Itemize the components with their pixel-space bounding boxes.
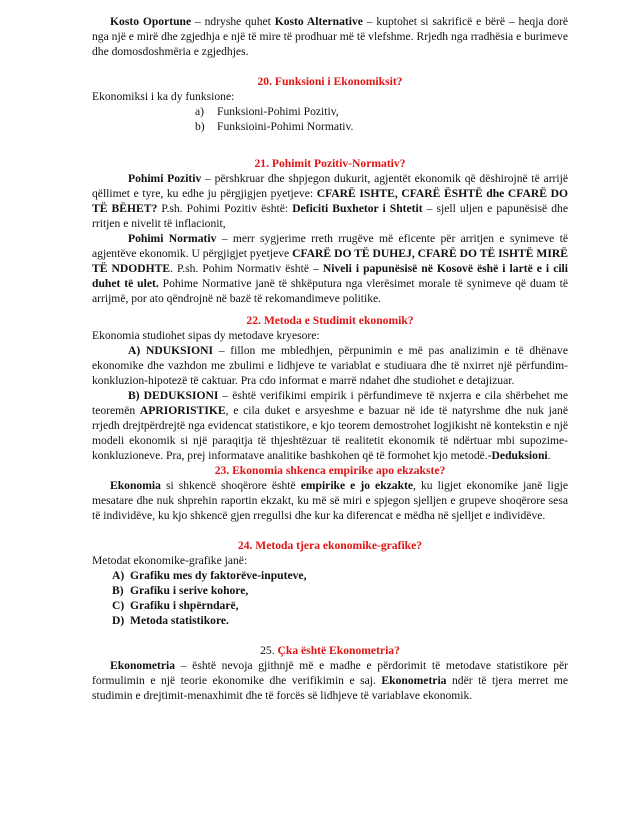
list-marker: b) <box>195 120 205 133</box>
list-item <box>92 568 568 583</box>
intro-text-2: – kuptohet si sakrificë e bërë – heqja dorë nga një e mirë dhe zgjedhja e një të mire të prodhuar më të vlefshme. Rrjedh nga rradhësia e burimeve dhe domosdoshmëria e zgjedhjes. <box>92 15 569 58</box>
list-marker: a) <box>195 105 205 118</box>
term-pohimi-normativ: Pohimi Normativ <box>128 232 217 245</box>
s22-b-text-1: – është verifikimi empirik i përfundimeve të nxjerra e cila shërbehet me teoremën <box>92 389 568 417</box>
s22-text: Ekonomia studiohet sipas dy metodave kryesore: <box>92 329 320 342</box>
list-text: Grafiku mes dy faktorëve-inputeve, <box>130 569 307 582</box>
s21-p1-questions: CFARË ISHTE, CFARË ËSHTË dhe CFARË DO TË BËHET? <box>92 187 569 215</box>
list-text: Funksioni-Pohimi Pozitiv, <box>217 105 339 118</box>
list-marker: C) <box>112 599 125 612</box>
s21-paragraph-2 <box>92 231 568 306</box>
list-text: Metoda statistikore. <box>130 614 229 627</box>
term-ekonometria-2: Ekonometria <box>381 674 447 687</box>
term-kosto-alternative: Kosto Alternative <box>274 15 363 28</box>
list-marker: B) <box>112 584 124 597</box>
s23-text-1: si shkencë shoqërore është <box>160 479 301 492</box>
s25-text-2: ndër të tjera merret me studimin e drejtimit-menaxhimit dhe të forcës së lidhjeve të variablave ekonomik. <box>92 674 568 702</box>
list-item <box>92 583 568 598</box>
term-ekonomia: Ekonomia <box>110 479 161 492</box>
list-marker: D) <box>112 614 125 627</box>
term-aprioristike: APRIORISTIKE <box>139 404 226 417</box>
heading-25-number: 25. <box>260 644 275 657</box>
s21-p2-questions: CFARË DO TË DUHEJ, CFARË DO TË ISHTË MIRË TË NDODHTE <box>92 247 568 275</box>
s21-paragraph-1 <box>92 171 568 231</box>
s25-paragraph <box>92 658 568 703</box>
list-marker: A) <box>112 569 125 582</box>
term-kosto-oportune: Kosto Oportune <box>110 15 192 28</box>
list-item <box>92 613 568 628</box>
heading-25 <box>92 643 568 658</box>
s20-list <box>92 104 568 134</box>
heading-22: 22. Metoda e Studimit ekonomik? <box>246 314 414 327</box>
s24-text: Metodat ekonomike-grafike janë: <box>92 554 248 567</box>
s21-p1-example: Deficiti Buxhetor i Shtetit <box>292 202 423 215</box>
s23-paragraph <box>92 478 568 523</box>
heading-20: 20. Funksioni i Ekonomiksit? <box>257 75 403 88</box>
s21-p1-text-2: P.sh. Pohimi Pozitiv është: <box>157 202 293 215</box>
term-deduksioni-end: Deduksioni <box>491 449 548 462</box>
term-empirike: empirike e jo ekzakte <box>300 479 414 492</box>
term-induksioni: A) NDUKSIONI <box>128 344 213 357</box>
heading-25-title: Çka është Ekonometria? <box>277 644 400 657</box>
s25-text-1: – është nevoja gjithnjë më e madhe e përdorimit të metodave statistikore për formulimin e një teorie ekonomike dhe verifikimin e saj. <box>92 659 568 687</box>
s22-b-text-2: , e cila duket e arsyeshme e bazuar në ide të natyrshme dhe nuk janë rrjedh drejtpërdrejtë nga evidencat statistikore, e kjo teorem demostrohet logjikisht në kontekstin e një modeli ekonomik si një paraqitja të thjeshtëzuar të realitetit ekonomik të ndërtuar mbi supozime-konkluzioneve. Pra, prej informatave analitike bashkohen që të formohet kjo metodë.- <box>92 404 568 462</box>
heading-24: 24. Metoda tjera ekonomike-grafike? <box>237 539 423 552</box>
term-pohimi-pozitiv: Pohimi Pozitiv <box>128 172 202 185</box>
list-text: Funksioini-Pohimi Normativ. <box>217 120 354 133</box>
intro-text-1: – ndryshe quhet <box>191 15 275 28</box>
s22-b-dot: . <box>547 449 551 462</box>
term-ekonometria: Ekonometria <box>110 659 176 672</box>
list-text: Grafiku i shpërndarë, <box>130 599 239 612</box>
s23-text-2: , ku ligjet ekonomike janë ligje mesatare dhe nuk shprehin raportin ekzakt, ku më së miri e spjegon sjelljen e grupeve shoqërore sesa të individëve, ku kjo shkencë gjen rregullsi dhe kur ka diferencat e mëdha në sjelljet e individëve. <box>92 479 568 522</box>
s24-list <box>92 568 568 628</box>
intro-paragraph <box>92 14 568 59</box>
list-item <box>92 598 568 613</box>
s22-paragraph-b <box>92 388 568 463</box>
list-item <box>92 104 568 119</box>
s20-text: Ekonomiksi i ka dy funksione: <box>92 90 235 103</box>
list-item <box>92 119 568 134</box>
s21-p1-text-1: – përshkruar dhe shpjegon dukurit, agjentët ekonomik që dëshirojnë të arrijë qëllimet e tyre, ku edhe ju përgjigjen pyetjeve: <box>92 172 569 200</box>
s21-p1-text-3: – sjell uljen e papunësisë dhe rritjen e nivelit të inflacionit, <box>92 202 568 230</box>
heading-21: 21. Pohimit Pozitiv-Normativ? <box>254 157 406 170</box>
list-text: Grafiku i serive kohore, <box>130 584 249 597</box>
s22-a-text: – fillon me mbledhjen, përpunimin e më pas analizimin e të dhënave ekonomike dhe vazhdon me zbulimi e lidhjeve te variablat e studiuara dhe të nxirret një përfundim-konkluzion-hipotezë të caktuar. Pra cdo informat e marrë ndahet dhe studiohet e detajizuar. <box>92 344 568 387</box>
s21-p2-text-1: – merr sygjerime rreth rrugëve më eficente për arritjen e synimeve të agjentëve ekonomik. U përgjigjet pyetjeve <box>92 232 568 260</box>
heading-23: 23. Ekonomia shkenca empirike apo ekzakste? <box>214 464 446 477</box>
s21-p2-text-3: Pohime Normative janë të shkëputura nga vlerësimet morale të synimeve që duam të arrijmë, por ato qëndrojnë në bazë të rekomandimeve politike. <box>92 277 568 305</box>
s21-p2-text-2: . P.sh. Pohim Normativ është – <box>170 262 323 275</box>
term-deduksioni: B) DEDUKSIONI <box>128 389 219 402</box>
s22-paragraph-a <box>92 343 568 388</box>
s21-p2-example: Niveli i papunësisë në Kosovë ëshë i lartë e i cili duhet të ulet. <box>92 262 569 290</box>
